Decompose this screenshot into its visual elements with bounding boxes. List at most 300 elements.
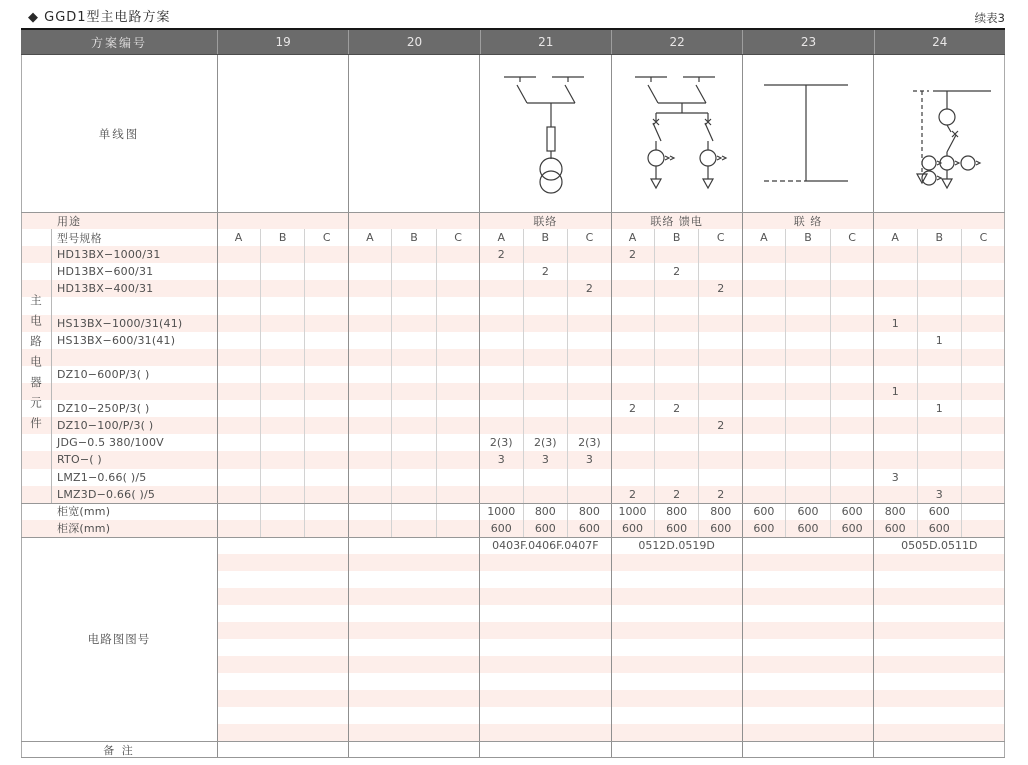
value-cell: C — [716, 231, 725, 245]
table-row — [21, 332, 1005, 349]
row-label: LMZ3D−0.66( )/5 — [57, 487, 156, 501]
value-cell — [962, 469, 1005, 486]
table-row — [21, 297, 1005, 314]
row-label: HD13BX−1000/31 — [57, 248, 161, 262]
value-cell: 600 — [611, 520, 655, 537]
value-cell — [261, 280, 305, 297]
value-cell — [786, 417, 830, 434]
column-header: 21 — [480, 30, 611, 54]
value-cell — [655, 366, 699, 383]
value-cell — [480, 383, 524, 400]
value-cell — [480, 366, 524, 383]
value-cell — [611, 434, 655, 451]
table-row — [21, 417, 1005, 434]
value-cell — [348, 263, 392, 280]
value-cell — [786, 469, 830, 486]
value-cell — [392, 332, 436, 349]
value-cell — [962, 297, 1005, 314]
value-cell — [392, 451, 436, 468]
usage-row — [21, 212, 1005, 229]
value-cell — [217, 280, 261, 297]
value-cell — [217, 332, 261, 349]
value-cell — [348, 280, 392, 297]
value-cell — [786, 297, 830, 314]
column-header: 23 — [742, 30, 873, 54]
value-cell: B — [786, 229, 830, 246]
value-cell: A — [348, 229, 392, 246]
value-cell — [786, 400, 830, 417]
value-cell — [305, 383, 348, 400]
value-cell — [305, 400, 348, 417]
row-label: DZ10−100/P/3( ) — [57, 419, 154, 433]
value-cell — [305, 332, 348, 349]
value-cell — [480, 400, 524, 417]
value-cell — [524, 297, 568, 314]
value-cell — [392, 246, 436, 263]
value-cell — [261, 469, 305, 486]
value-cell — [742, 400, 786, 417]
value-cell — [261, 315, 305, 332]
value-cell: 1 — [874, 315, 918, 332]
column-divider — [742, 55, 743, 758]
value-cell — [480, 349, 524, 366]
value-cell — [437, 486, 480, 503]
value-cell — [305, 520, 348, 537]
table-row — [21, 383, 1005, 400]
figure-section-label: 电路图图号 — [21, 537, 217, 741]
usage-value — [874, 212, 1005, 229]
value-cell: 600 — [841, 504, 863, 518]
value-cell — [742, 297, 786, 314]
value-cell — [699, 297, 742, 314]
value-cell: 600 — [918, 503, 962, 520]
value-cell — [655, 349, 699, 366]
value-cell — [348, 349, 392, 366]
value-cell — [348, 315, 392, 332]
value-cell — [699, 263, 742, 280]
value-cell — [874, 246, 918, 263]
value-cell — [611, 451, 655, 468]
diagram-cell-20 — [348, 55, 479, 212]
value-cell — [786, 486, 830, 503]
value-cell: B — [918, 229, 962, 246]
value-cell — [831, 349, 874, 366]
value-cell: 800 — [578, 504, 600, 518]
value-cell — [962, 332, 1005, 349]
component-group-label: 主电路电器元件 — [29, 294, 43, 438]
value-cell — [480, 263, 524, 280]
value-cell — [305, 486, 348, 503]
value-cell: A — [480, 229, 524, 246]
value-cell — [392, 280, 436, 297]
value-cell — [261, 486, 305, 503]
value-cell — [392, 400, 436, 417]
value-cell — [348, 366, 392, 383]
value-cell: 2 — [524, 263, 568, 280]
value-cell — [962, 417, 1005, 434]
value-cell — [874, 400, 918, 417]
value-cell: 2(3) — [578, 436, 601, 450]
value-cell — [962, 366, 1005, 383]
row-label: JDG−0.5 380/100V — [57, 436, 164, 450]
value-cell: 1 — [918, 400, 962, 417]
table-row — [21, 400, 1005, 417]
column-divider — [611, 55, 612, 758]
value-cell — [305, 503, 348, 520]
value-cell — [962, 315, 1005, 332]
value-cell: B — [524, 229, 568, 246]
value-cell — [962, 451, 1005, 468]
value-cell — [611, 417, 655, 434]
figure-number: 0512D.0519D — [638, 539, 715, 552]
value-cell — [831, 263, 874, 280]
value-cell — [392, 434, 436, 451]
value-cell — [348, 486, 392, 503]
value-cell — [217, 451, 261, 468]
column-header: 20 — [348, 30, 479, 54]
table-bottom-border — [21, 757, 1005, 758]
value-cell: 800 — [524, 503, 568, 520]
value-cell — [392, 417, 436, 434]
value-cell — [962, 520, 1005, 537]
value-cell — [874, 417, 918, 434]
value-cell — [742, 366, 786, 383]
value-cell — [611, 315, 655, 332]
value-cell — [480, 332, 524, 349]
value-cell: 600 — [786, 520, 830, 537]
value-cell — [611, 332, 655, 349]
row-label: 柜深(mm) — [57, 522, 111, 536]
value-cell — [611, 297, 655, 314]
value-cell — [655, 451, 699, 468]
value-cell — [305, 451, 348, 468]
row-label: HS13BX−600/31(41) — [57, 333, 176, 347]
table-row — [21, 366, 1005, 383]
value-cell — [918, 366, 962, 383]
column-header: 22 — [611, 30, 742, 54]
value-cell — [437, 520, 480, 537]
value-cell: 3 — [874, 469, 918, 486]
value-cell: 600 — [742, 520, 786, 537]
row-label: 柜宽(mm) — [57, 505, 111, 519]
value-cell — [217, 400, 261, 417]
value-cell — [348, 417, 392, 434]
table-row — [21, 486, 1005, 503]
value-cell — [611, 383, 655, 400]
value-cell: C — [979, 231, 988, 245]
diagram-row-label: 单线图 — [98, 126, 140, 141]
value-cell — [655, 297, 699, 314]
figure-number — [742, 537, 873, 554]
value-cell — [217, 486, 261, 503]
value-cell — [786, 246, 830, 263]
value-cell — [611, 263, 655, 280]
table-row — [21, 503, 1005, 520]
value-cell — [831, 434, 874, 451]
value-cell — [918, 315, 962, 332]
value-cell — [831, 400, 874, 417]
value-cell — [874, 263, 918, 280]
value-cell — [831, 366, 874, 383]
value-cell — [524, 332, 568, 349]
value-cell: 3 — [480, 451, 524, 468]
figure-number: 0403F.0406F.0407F — [492, 539, 599, 552]
value-cell — [918, 297, 962, 314]
value-cell — [437, 349, 480, 366]
value-cell — [261, 383, 305, 400]
usage-value: 联络 馈电 — [650, 214, 703, 228]
scheme-table — [21, 28, 1005, 758]
figure-number: 0505D.0511D — [901, 539, 978, 552]
row-label: HS13BX−1000/31(41) — [57, 316, 183, 330]
value-cell — [962, 263, 1005, 280]
value-cell — [217, 417, 261, 434]
value-cell — [305, 263, 348, 280]
value-cell: C — [322, 231, 331, 245]
value-cell — [261, 263, 305, 280]
value-cell — [524, 349, 568, 366]
row-divider — [21, 503, 1005, 504]
value-cell — [392, 383, 436, 400]
value-cell — [305, 280, 348, 297]
table-row — [21, 263, 1005, 280]
value-cell — [742, 434, 786, 451]
remark-row — [21, 741, 1005, 758]
column-header: 24 — [874, 30, 1005, 54]
page-title: ◆ GGD1型主电路方案 — [28, 10, 171, 25]
value-cell — [348, 297, 392, 314]
value-cell — [786, 315, 830, 332]
value-cell — [918, 246, 962, 263]
value-cell: 2 — [585, 282, 593, 296]
value-cell — [655, 417, 699, 434]
value-cell: A — [742, 229, 786, 246]
value-cell — [831, 246, 874, 263]
value-cell — [217, 263, 261, 280]
value-cell: 2 — [655, 263, 699, 280]
value-cell — [568, 246, 611, 263]
value-cell: 2 — [655, 400, 699, 417]
value-cell — [261, 400, 305, 417]
value-cell — [261, 503, 305, 520]
value-cell — [261, 297, 305, 314]
column-divider — [348, 55, 349, 758]
table-right-edge — [1004, 55, 1005, 758]
value-cell — [742, 469, 786, 486]
value-cell — [392, 503, 436, 520]
value-cell — [786, 280, 830, 297]
value-cell: 2 — [611, 486, 655, 503]
value-cell: B — [261, 229, 305, 246]
value-cell — [699, 383, 742, 400]
diagram-cell-19 — [217, 55, 348, 212]
value-cell — [918, 434, 962, 451]
value-cell: 800 — [710, 504, 732, 518]
value-cell: 800 — [655, 503, 699, 520]
value-cell — [392, 315, 436, 332]
column-divider — [873, 55, 874, 758]
diagram-cell-23 — [740, 55, 871, 212]
value-cell — [568, 400, 611, 417]
table-left-edge — [21, 55, 22, 758]
value-cell: 600 — [918, 520, 962, 537]
value-cell — [786, 451, 830, 468]
value-cell: 600 — [480, 520, 524, 537]
value-cell — [217, 366, 261, 383]
value-cell: 1000 — [480, 503, 524, 520]
value-cell — [305, 434, 348, 451]
value-cell — [392, 349, 436, 366]
value-cell — [611, 469, 655, 486]
value-cell: 2 — [611, 246, 655, 263]
value-cell: 2 — [611, 400, 655, 417]
value-cell — [874, 332, 918, 349]
value-cell — [611, 366, 655, 383]
component-group-strip — [21, 229, 52, 503]
value-cell — [305, 297, 348, 314]
value-cell — [392, 469, 436, 486]
value-cell — [437, 297, 480, 314]
value-cell — [568, 315, 611, 332]
value-cell — [742, 383, 786, 400]
value-cell — [524, 280, 568, 297]
value-cell — [217, 383, 261, 400]
value-cell — [918, 280, 962, 297]
value-cell — [831, 315, 874, 332]
value-cell: 2 — [480, 246, 524, 263]
value-cell — [392, 263, 436, 280]
value-cell — [348, 383, 392, 400]
value-cell — [437, 451, 480, 468]
value-cell — [524, 315, 568, 332]
value-cell — [217, 520, 261, 537]
value-cell — [392, 520, 436, 537]
title-bar — [0, 0, 1028, 28]
value-cell: 2 — [655, 486, 699, 503]
column-header: 19 — [217, 30, 348, 54]
column-divider — [479, 55, 480, 758]
value-cell — [437, 383, 480, 400]
value-cell — [217, 469, 261, 486]
table-row — [21, 520, 1005, 537]
value-cell — [699, 469, 742, 486]
value-cell: C — [848, 231, 856, 245]
value-cell — [962, 280, 1005, 297]
value-cell — [742, 280, 786, 297]
row-divider — [21, 212, 1005, 213]
value-cell — [524, 486, 568, 503]
component-rows-section — [21, 229, 1005, 537]
value-cell — [480, 280, 524, 297]
value-cell — [874, 297, 918, 314]
table-row — [21, 229, 1005, 246]
value-cell — [786, 434, 830, 451]
value-cell — [918, 469, 962, 486]
table-header-row — [21, 28, 1005, 55]
row-label: DZ10−600P/3( ) — [57, 367, 150, 381]
value-cell — [348, 400, 392, 417]
value-cell — [874, 451, 918, 468]
value-cell — [568, 263, 611, 280]
value-cell — [437, 246, 480, 263]
value-cell — [524, 469, 568, 486]
value-cell: 600 — [874, 520, 918, 537]
value-cell — [217, 349, 261, 366]
value-cell — [568, 332, 611, 349]
value-cell: 600 — [524, 520, 568, 537]
value-cell — [742, 486, 786, 503]
value-cell — [918, 417, 962, 434]
value-cell: 2(3) — [480, 434, 524, 451]
usage-value — [217, 212, 348, 229]
value-cell — [962, 486, 1005, 503]
value-cell — [874, 280, 918, 297]
value-cell: C — [454, 231, 462, 245]
value-cell — [831, 451, 874, 468]
value-cell — [918, 451, 962, 468]
value-cell — [568, 297, 611, 314]
value-cell — [480, 417, 524, 434]
usage-value: 联 络 — [793, 214, 823, 228]
value-cell: 600 — [710, 521, 732, 535]
row-divider — [21, 741, 1005, 742]
single-line-diagram-21-icon — [478, 55, 609, 212]
value-cell — [480, 486, 524, 503]
row-label: HD13BX−400/31 — [57, 282, 154, 296]
value-cell — [305, 366, 348, 383]
value-cell — [918, 263, 962, 280]
value-cell — [962, 349, 1005, 366]
value-cell — [655, 434, 699, 451]
value-cell — [962, 434, 1005, 451]
continuation-label: 续表3 — [974, 11, 1005, 25]
value-cell — [261, 417, 305, 434]
value-cell — [699, 451, 742, 468]
value-cell: 2(3) — [524, 434, 568, 451]
value-cell — [786, 332, 830, 349]
value-cell — [392, 297, 436, 314]
value-cell — [261, 366, 305, 383]
value-cell: B — [392, 229, 436, 246]
value-cell: 1 — [918, 332, 962, 349]
remark-label: 备 注 — [103, 743, 135, 757]
value-cell: 3 — [524, 451, 568, 468]
value-cell: 600 — [578, 521, 600, 535]
value-cell — [742, 451, 786, 468]
value-cell — [655, 246, 699, 263]
table-row — [21, 315, 1005, 332]
value-cell — [831, 469, 874, 486]
value-cell — [437, 417, 480, 434]
usage-row-label: 用途 — [57, 214, 81, 228]
value-cell — [437, 469, 480, 486]
value-cell — [742, 246, 786, 263]
figure-number-section — [21, 537, 1005, 741]
value-cell — [568, 417, 611, 434]
value-cell — [655, 280, 699, 297]
value-cell — [699, 332, 742, 349]
table-row — [21, 280, 1005, 297]
value-cell — [480, 315, 524, 332]
value-cell — [348, 451, 392, 468]
table-row — [21, 349, 1005, 366]
value-cell — [305, 469, 348, 486]
value-cell — [568, 366, 611, 383]
value-cell — [962, 383, 1005, 400]
value-cell — [874, 366, 918, 383]
table-row — [21, 469, 1005, 486]
value-cell — [655, 469, 699, 486]
